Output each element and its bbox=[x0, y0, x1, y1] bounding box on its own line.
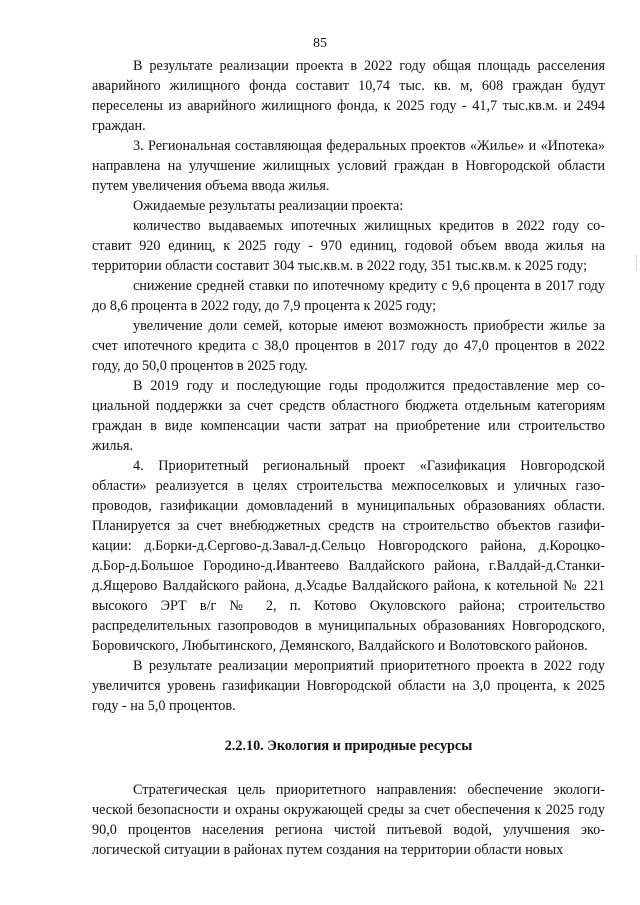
paragraph-family-share-increase: увеличение доли семей, которые имеют возможность приобрести жилье за счет ипотечного кредита с 38,0 процентов в 2017 году до 47,0 процентов в 2022 году, до 50,0 процентов в 2025 году. bbox=[92, 318, 605, 374]
section-heading: 2.2.10. Экология и природные ресурсы bbox=[224, 738, 473, 754]
paragraph-gasification-results: В результате реализации мероприятий приоритетного проекта в 2022 году увеличится уровень газификации Новгородской области на 3,0 процента, к 2025 году - на 5,0 процентов. bbox=[92, 658, 605, 714]
paragraph-mortgage-rate-reduction: снижение средней ставки по ипотечному кредиту с 9,6 процента в 2017 году до 8,6 процента в 2022 году, до 7,9 процента к 2025 году; bbox=[92, 278, 605, 314]
paragraph-social-support: В 2019 году и последующие годы продолжится предоставление мер социальной поддержки за счет средств областного бюджета отдельным категориям граждан в виде компенсации части затрат на приобретение или строительство жилья. bbox=[92, 378, 605, 454]
paragraph-expected-results-intro: Ожидаемые результаты реализации проекта: bbox=[133, 198, 404, 214]
paragraph-housing-mortgage-projects: 3. Региональная составляющая федеральных проектов «Жилье» и «Ипотека» направлена на улучшение жилищных условий граждан в Новгородской области путем увеличения объема ввода жилья. bbox=[92, 138, 605, 194]
paragraph-ecology-goal: Стратегическая цель приоритетного направления: обеспечение экологической безопасности и охраны окружающей среды за счет обеспечения к 2025 году 90,0 процентов населения региона чистой питьевой водой, улучшения экологической ситуации в районах путем создания на территории области новых bbox=[92, 782, 605, 858]
paragraph-mortgage-loans-count: количество выдаваемых ипотечных жилищных кредитов в 2022 году составит 920 единиц, к 2025 году - 970 единиц, годовой объем ввода жилья на территории области составит 304 тыс.кв.м. в 2022 году, 351 тыс.кв.м. к 2025 году; bbox=[92, 218, 605, 274]
paragraph-gasification-project: 4. Приоритетный региональный проект «Газификация Новгородской области» реализуется в целях строительства межпоселковых и уличных газопроводов, газификации домовладений в муниципальных образованиях области. Планируется за счет внебюджетных средств на строительство объектов газификации: д.Борки-д.Сергово-д.Завал-д.Сельцо Новгородского района, д.Короцко-д.Бор-д.Большое Городино-д.Ивантеево Валдайского района, г.Валдай-д.Станки-д.Ящерово Валдайского района, д.Усадье Валдайского района, к котельной № 221 высокого ЭРТ в/г № 2, п. Котово Окуловского района; строительство распределительных газопроводов в муниципальных образованиях Новгородского, Боровичского, Любытинского, Демянского, Валдайского и Волотовского районов. bbox=[92, 458, 605, 654]
paragraph-resettlement-results: В результате реализации проекта в 2022 году общая площадь расселения аварийного жилищного фонда составит 10,74 тыс. кв. м, 608 граждан будут переселены из аварийного жилищного фонда, к 2025 году - 41,7 тыс.кв.м. и 2494 граждан. bbox=[92, 58, 605, 134]
page-number: 85 bbox=[313, 36, 327, 51]
margin-scan-mark bbox=[636, 255, 638, 271]
page-content bbox=[92, 56, 605, 860]
